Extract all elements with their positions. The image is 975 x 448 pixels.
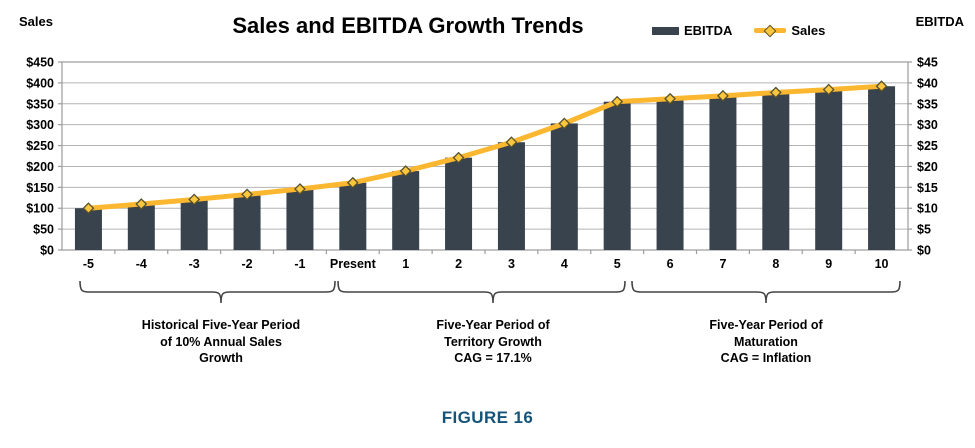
x-axis-label: -3 [188,257,200,271]
annotation-line: Historical Five-Year Period [141,318,301,332]
right-axis-tick-label: $25 [917,139,938,154]
annotation-maturation [709,317,822,367]
x-axis-label: 1 [402,257,410,271]
left-axis-tick-label: $0 [40,243,54,258]
figure-caption: FIGURE 16 [441,408,534,427]
ebitda-bar [234,194,261,250]
left-axis-tick-label: $450 [26,55,54,70]
right-axis-tick-label: $5 [917,222,931,237]
annotation-line: Growth [199,351,243,366]
ebitda-bar [868,86,895,250]
left-axis-tick-label: $400 [26,76,54,91]
ebitda-bar [181,199,208,250]
annotation-line: Five-Year Period of [436,318,550,332]
legend-sales-label: Sales [791,23,826,38]
period-bracket [338,281,625,303]
annotation-historical-period [142,317,300,367]
x-axis-label: -5 [82,257,94,271]
x-axis-label: 4 [560,257,568,271]
ebitda-bar [709,96,736,250]
left-axis-tick-label: $200 [26,159,54,174]
x-axis-label: 2 [455,257,463,271]
left-axis-title: Sales [19,14,53,29]
left-axis-tick-label: $300 [26,118,54,133]
right-axis-tick-label: $15 [917,180,938,195]
right-axis-tick-label: $10 [917,201,938,216]
left-axis-tick-label: $250 [26,139,54,154]
right-axis-tick-label: $35 [917,97,938,112]
x-axis-label: -2 [241,257,253,271]
x-axis-label: 3 [507,257,515,271]
x-axis-label: 5 [613,257,621,271]
x-axis-label: 8 [772,257,780,271]
legend-ebitda-label: EBITDA [684,23,733,38]
ebitda-bar [445,158,472,250]
x-axis-label: Present [329,257,376,271]
left-axis-tick-label: $50 [33,222,54,237]
annotation-territory-growth [436,317,549,367]
annotation-line: Maturation [734,334,798,349]
x-axis-label: 10 [874,257,889,271]
x-axis-label: -4 [135,257,147,271]
right-axis-title: EBITDA [915,14,964,29]
annotation-line: CAG = Inflation [720,351,812,366]
right-axis-tick-label: $20 [917,159,938,174]
ebitda-bar [657,99,684,250]
ebitda-bar [392,171,419,250]
annotation-line: Territory Growth [444,334,542,349]
left-axis-tick-label: $350 [26,97,54,112]
ebitda-bar [286,189,313,250]
ebitda-bar [128,204,155,250]
ebitda-bar [604,102,631,250]
ebitda-bar [339,183,366,250]
x-axis-label: -1 [294,257,306,271]
x-axis-label: 9 [825,257,833,271]
ebitda-bar [498,142,525,250]
right-axis-tick-label: $0 [917,243,931,258]
right-axis-tick-label: $40 [917,76,938,91]
annotation-line: Five-Year Period of [709,318,823,332]
ebitda-bar [815,90,842,250]
annotation-line: CAG = 17.1% [454,351,532,366]
ebitda-bar [762,92,789,250]
right-axis-tick-label: $45 [917,55,938,70]
period-bracket [632,281,900,303]
period-bracket [80,281,335,303]
x-axis-label: 7 [719,257,727,271]
right-axis-tick-label: $30 [917,118,938,133]
left-axis-tick-label: $150 [26,180,54,195]
annotation-line: of 10% Annual Sales [160,334,282,349]
left-axis-tick-label: $100 [26,201,54,216]
ebitda-bar [75,208,102,250]
ebitda-bar [551,123,578,250]
x-axis-label: 6 [666,257,674,271]
chart-title: Sales and EBITDA Growth Trends [232,13,584,38]
